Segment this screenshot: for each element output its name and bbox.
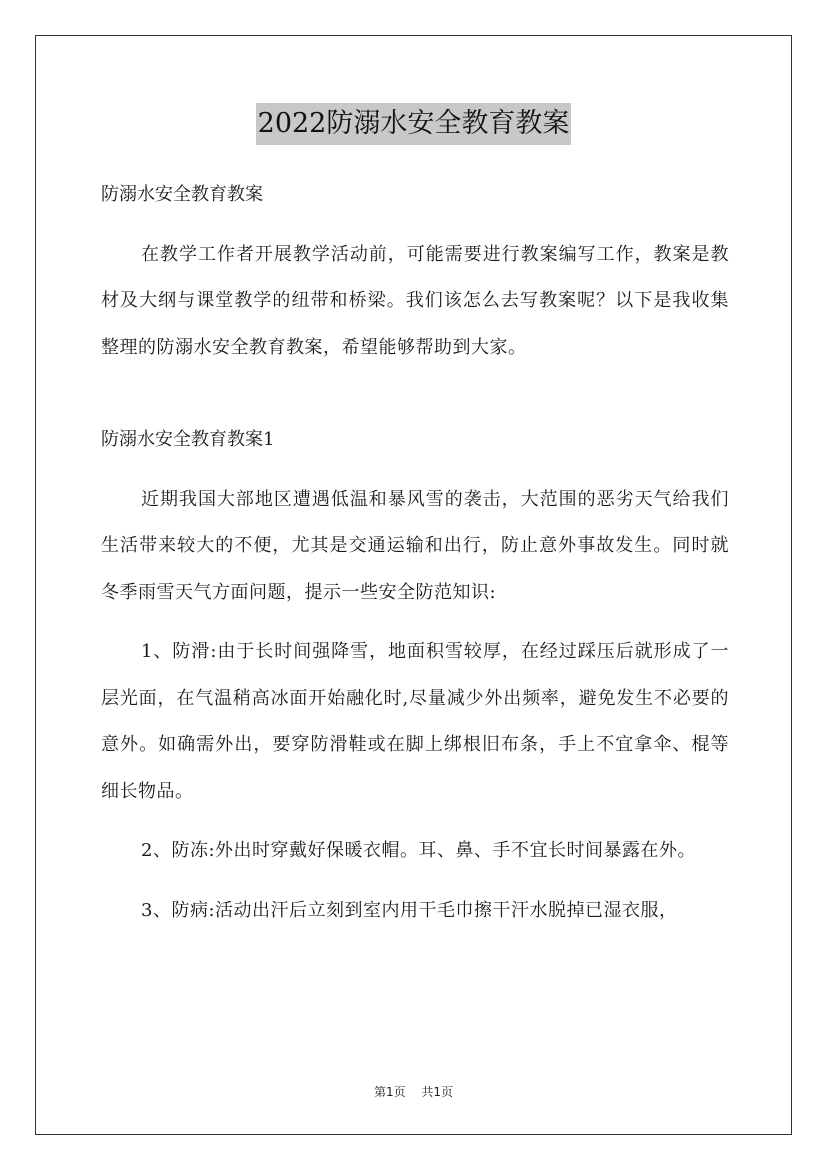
page-number: 第1页 xyxy=(373,1085,406,1099)
spacer xyxy=(101,371,729,417)
spacer xyxy=(101,875,729,888)
title-container xyxy=(0,103,827,145)
body-paragraph: 3、防病:活动出汗后立刻到室内用干毛巾擦干汗水脱掉已湿衣服， xyxy=(141,899,678,921)
document-title: 2022防溺水安全教育教案 xyxy=(256,103,572,145)
page-total: 共1页 xyxy=(421,1085,454,1099)
body-paragraph: 1、防滑:由于长时间强降雪，地面积雪较厚，在经过踩压后就形成了一层光面，在气温稍高冰面开始融化时,尽量减少外出频率，避免发生不必要的意外。如确需外出，要穿防滑鞋或在脚上绑根旧布条，手上不宜拿伞、棍等细长物品。 xyxy=(101,641,729,802)
intro-paragraph: 在教学工作者开展教学活动前，可能需要进行教案编写工作，教案是教材及大纲与课堂教学的纽带和桥梁。我们该怎么去写教案呢？以下是我收集整理的防溺水安全教育教案，希望能够帮助到大家。 xyxy=(101,243,729,358)
spacer xyxy=(101,616,729,629)
body-paragraph: 近期我国大部地区遭遇低温和暴风雪的袭击，大范围的恶劣天气给我们生活带来较大的不便，尤其是交通运输和出行，防止意外事故发生。同时就冬季雨雪天气方面问题，提示一些安全防范知识: xyxy=(101,488,729,603)
document-subtitle: 防溺水安全教育教案 xyxy=(101,184,263,205)
body-paragraph: 2、防冻:外出时穿戴好保暖衣帽。耳、鼻、手不宜长时间暴露在外。 xyxy=(141,840,697,861)
document-body xyxy=(101,172,729,934)
spacer xyxy=(101,219,729,232)
section-heading: 防溺水安全教育教案1 xyxy=(101,429,275,450)
spacer xyxy=(101,815,729,828)
spacer xyxy=(101,464,729,477)
page-footer xyxy=(0,1083,827,1100)
